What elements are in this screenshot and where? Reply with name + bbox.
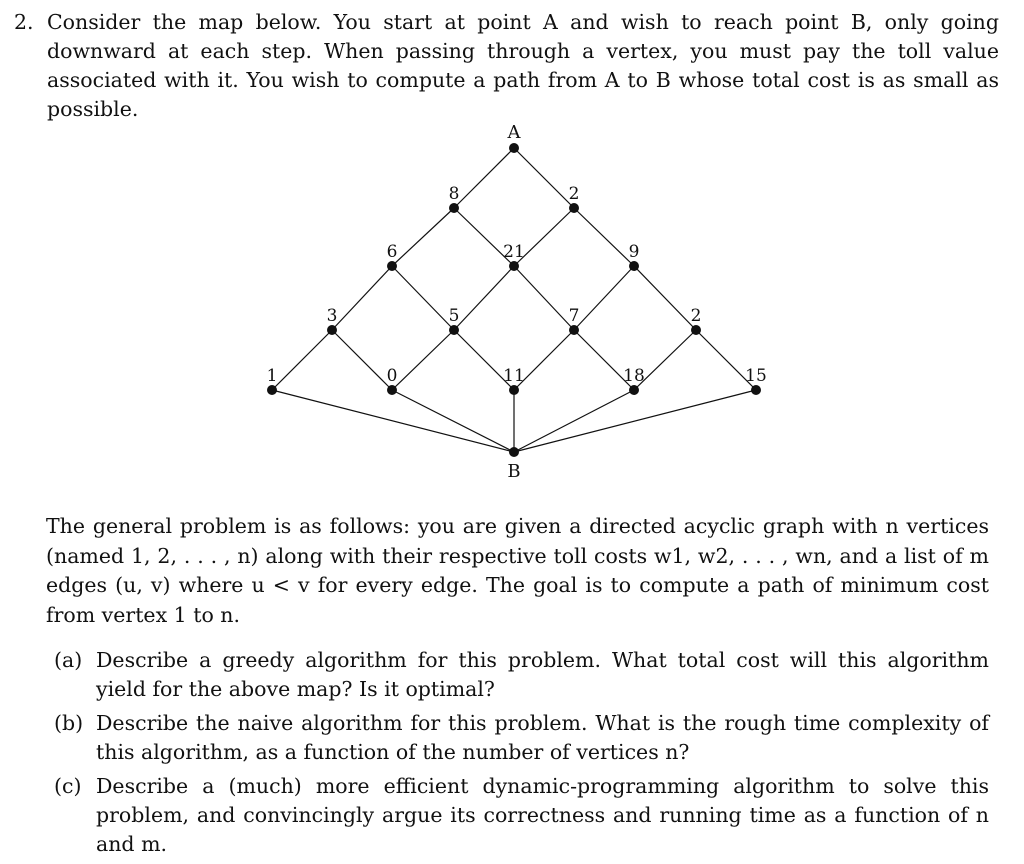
node: [449, 203, 459, 213]
toll-label: 21: [503, 242, 525, 262]
subquestion-a: [46, 646, 989, 704]
node: [751, 385, 761, 395]
edge: [332, 330, 392, 390]
edge: [454, 266, 514, 330]
edge: [574, 266, 634, 330]
node: [569, 325, 579, 335]
toll-label: 18: [623, 366, 645, 386]
toll-label: 1: [266, 366, 278, 386]
edge: [574, 208, 634, 266]
node: [327, 325, 337, 335]
end-label: B: [507, 461, 521, 482]
node: [691, 325, 701, 335]
subquestion-marker: (a): [54, 648, 83, 672]
toll-label: 15: [745, 366, 767, 386]
node: [509, 385, 519, 395]
toll-label: 9: [628, 242, 640, 262]
subquestion-b: [46, 709, 989, 767]
subquestion-c: [46, 772, 989, 859]
problem-intro: Consider the map below. You start at point A and wish to reach point B, only going downward at each step. When passing through a vertex, you must pay the toll value associated with it. You wish to compute a path from A to B whose total cost is as small as possible.: [47, 10, 999, 121]
toll-label: 5: [448, 306, 460, 326]
node: [509, 261, 519, 271]
edge: [272, 330, 332, 390]
map-edges: [272, 148, 756, 452]
edge: [634, 266, 696, 330]
toll-label: 0: [386, 366, 398, 386]
edge: [514, 266, 574, 330]
edge: [514, 148, 574, 208]
edge: [392, 390, 514, 452]
toll-label: 2: [690, 306, 702, 326]
start-label: A: [507, 122, 521, 143]
node: [449, 325, 459, 335]
general-problem-paragraph: The general problem is as follows: you are given a directed acyclic graph with n vertices (named 1, 2, . . . , n) along with their respective toll costs w1, w2, . . . , wn, and a list of m edges (u, v) where u < v for every edge. The goal is to compute a path of minimum cost from vertex 1 to n.: [46, 514, 989, 627]
edge: [514, 390, 634, 452]
subquestion-text: Describe a greedy algorithm for this problem. What total cost will this algorithm yield for the above map? Is it optimal?: [96, 648, 989, 701]
toll-label: 6: [386, 242, 398, 262]
subquestion-list: [46, 646, 989, 864]
node: [629, 385, 639, 395]
edge: [272, 390, 514, 452]
subquestion-marker: (b): [54, 711, 84, 735]
edge: [514, 390, 756, 452]
problem-number: 2.: [14, 10, 34, 34]
edge: [392, 208, 454, 266]
toll-label: 7: [568, 306, 580, 326]
node: [267, 385, 277, 395]
node-start: [509, 143, 519, 153]
toll-map-svg: [250, 116, 790, 488]
node: [629, 261, 639, 271]
toll-label: 8: [448, 184, 460, 204]
problem-2: [14, 8, 999, 124]
node: [387, 385, 397, 395]
node: [387, 261, 397, 271]
subquestion-text: Describe a (much) more efficient dynamic-programming algorithm to solve this problem, and convincingly argue its correctness and running time as a function of n and m.: [96, 774, 989, 856]
toll-label: 3: [326, 306, 338, 326]
toll-label: 11: [503, 366, 525, 386]
toll-label: 2: [568, 184, 580, 204]
edge: [454, 148, 514, 208]
edge: [392, 266, 454, 330]
node: [569, 203, 579, 213]
edge: [392, 330, 454, 390]
subquestion-text: Describe the naive algorithm for this problem. What is the rough time complexity of this algorithm, as a function of the number of vertices n?: [96, 711, 989, 764]
subquestion-marker: (c): [54, 774, 82, 798]
toll-map-diagram: [250, 116, 790, 488]
node-end: [509, 447, 519, 457]
edge: [332, 266, 392, 330]
